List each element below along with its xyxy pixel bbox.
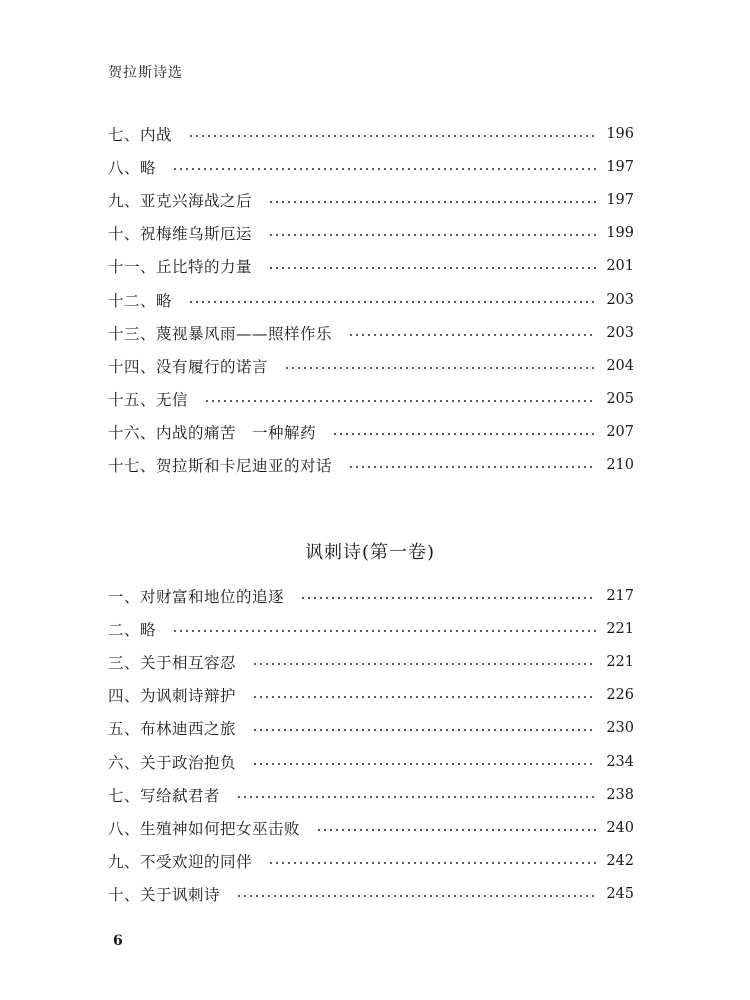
dot-leader [252, 763, 596, 765]
toc-entry-page: 204 [606, 357, 634, 374]
toc-entry[interactable] [108, 845, 634, 878]
toc-entry[interactable] [108, 878, 634, 911]
dot-leader [188, 301, 596, 303]
toc-entry[interactable] [108, 383, 634, 416]
dot-leader [268, 234, 596, 236]
toc-entry-title: 八、略 [108, 158, 157, 177]
dot-leader [204, 400, 596, 402]
toc-entry[interactable] [108, 250, 634, 283]
toc-entry-page: 199 [606, 225, 634, 242]
toc-entry-title: 十一、丘比特的力量 [108, 258, 253, 277]
dot-leader [172, 630, 596, 632]
toc-entry[interactable] [108, 778, 634, 811]
toc-list-satires [108, 579, 634, 911]
toc-entry-page: 197 [606, 158, 634, 175]
dot-leader [268, 267, 596, 269]
toc-entry-title: 十七、贺拉斯和卡尼迪亚的对话 [108, 457, 333, 476]
dot-leader [300, 597, 596, 599]
dot-leader [252, 663, 596, 665]
toc-entry-title: 十四、没有履行的诺言 [108, 357, 269, 376]
page-number: 6 [113, 933, 123, 949]
toc-entry-title: 五、布林迪西之旅 [108, 720, 237, 739]
toc-entry[interactable] [108, 449, 634, 482]
dot-leader [268, 201, 596, 203]
running-title: 贺拉斯诗选 [108, 65, 183, 81]
dot-leader [172, 168, 596, 170]
toc-entry[interactable] [108, 117, 634, 150]
dot-leader [348, 334, 596, 336]
dot-leader [188, 135, 596, 137]
toc-entry[interactable] [108, 150, 634, 183]
toc-entry[interactable] [108, 316, 634, 349]
toc-entry-page: 203 [606, 291, 634, 308]
toc-entry[interactable] [108, 612, 634, 645]
toc-entry[interactable] [108, 416, 634, 449]
toc-entry[interactable] [108, 745, 634, 778]
toc-entry-title: 十六、内战的痛苦 一种解药 [108, 424, 317, 443]
dot-leader [236, 895, 596, 897]
toc-entry-title: 七、内战 [108, 125, 173, 144]
toc-entry-title: 十、关于讽刺诗 [108, 886, 221, 905]
toc-entry-page: 226 [606, 687, 634, 704]
dot-leader [332, 433, 596, 435]
toc-entry-title: 四、为讽刺诗辩护 [108, 687, 237, 706]
toc-entry[interactable] [108, 712, 634, 745]
toc-entry[interactable] [108, 349, 634, 382]
toc-entry-page: 207 [606, 424, 634, 441]
toc-entry-page: 201 [606, 258, 634, 275]
dot-leader [268, 862, 596, 864]
toc-entry-title: 十、祝梅维乌斯厄运 [108, 225, 253, 244]
toc-entry-page: 210 [606, 457, 634, 474]
dot-leader [236, 796, 596, 798]
dot-leader [316, 829, 596, 831]
toc-entry-page: 245 [606, 886, 634, 903]
toc-entry-page: 217 [606, 587, 634, 604]
toc-entry-title: 九、亚克兴海战之后 [108, 191, 253, 210]
toc-entry-title: 十三、蔑视暴风雨——照样作乐 [108, 324, 333, 343]
toc-entry-page: 196 [606, 125, 634, 142]
toc-entry[interactable] [108, 579, 634, 612]
toc-entry-page: 205 [606, 391, 634, 408]
section-heading: 讽刺诗(第一卷) [304, 542, 436, 563]
toc-entry-title: 十五、无信 [108, 391, 189, 410]
toc-entry-page: 197 [606, 191, 634, 208]
dot-leader [348, 466, 596, 468]
toc-entry-title: 九、不受欢迎的同伴 [108, 853, 253, 872]
toc-entry-title: 三、关于相互容忍 [108, 653, 237, 672]
toc-entry-page: 221 [606, 653, 634, 670]
toc-entry-title: 八、生殖神如何把女巫击败 [108, 819, 301, 838]
toc-entry[interactable] [108, 183, 634, 216]
toc-entry-title: 一、对财富和地位的追逐 [108, 587, 285, 606]
toc-list-epodes [108, 117, 634, 482]
dot-leader [284, 367, 596, 369]
toc-entry-title: 七、写给弑君者 [108, 786, 221, 805]
toc-entry-title: 二、略 [108, 620, 157, 639]
toc-entry-title: 十二、略 [108, 291, 173, 310]
toc-entry[interactable] [108, 811, 634, 844]
toc-entry-page: 203 [606, 324, 634, 341]
toc-entry[interactable] [108, 217, 634, 250]
dot-leader [252, 696, 596, 698]
dot-leader [252, 729, 596, 731]
toc-entry-page: 242 [606, 853, 634, 870]
toc-entry-page: 221 [606, 620, 634, 637]
toc-entry-title: 六、关于政治抱负 [108, 753, 237, 772]
toc-entry[interactable] [108, 283, 634, 316]
toc-entry-page: 230 [606, 720, 634, 737]
toc-entry-page: 234 [606, 753, 634, 770]
toc-entry[interactable] [108, 679, 634, 712]
toc-entry-page: 238 [606, 786, 634, 803]
toc-entry-page: 240 [606, 819, 634, 836]
toc-entry[interactable] [108, 645, 634, 678]
